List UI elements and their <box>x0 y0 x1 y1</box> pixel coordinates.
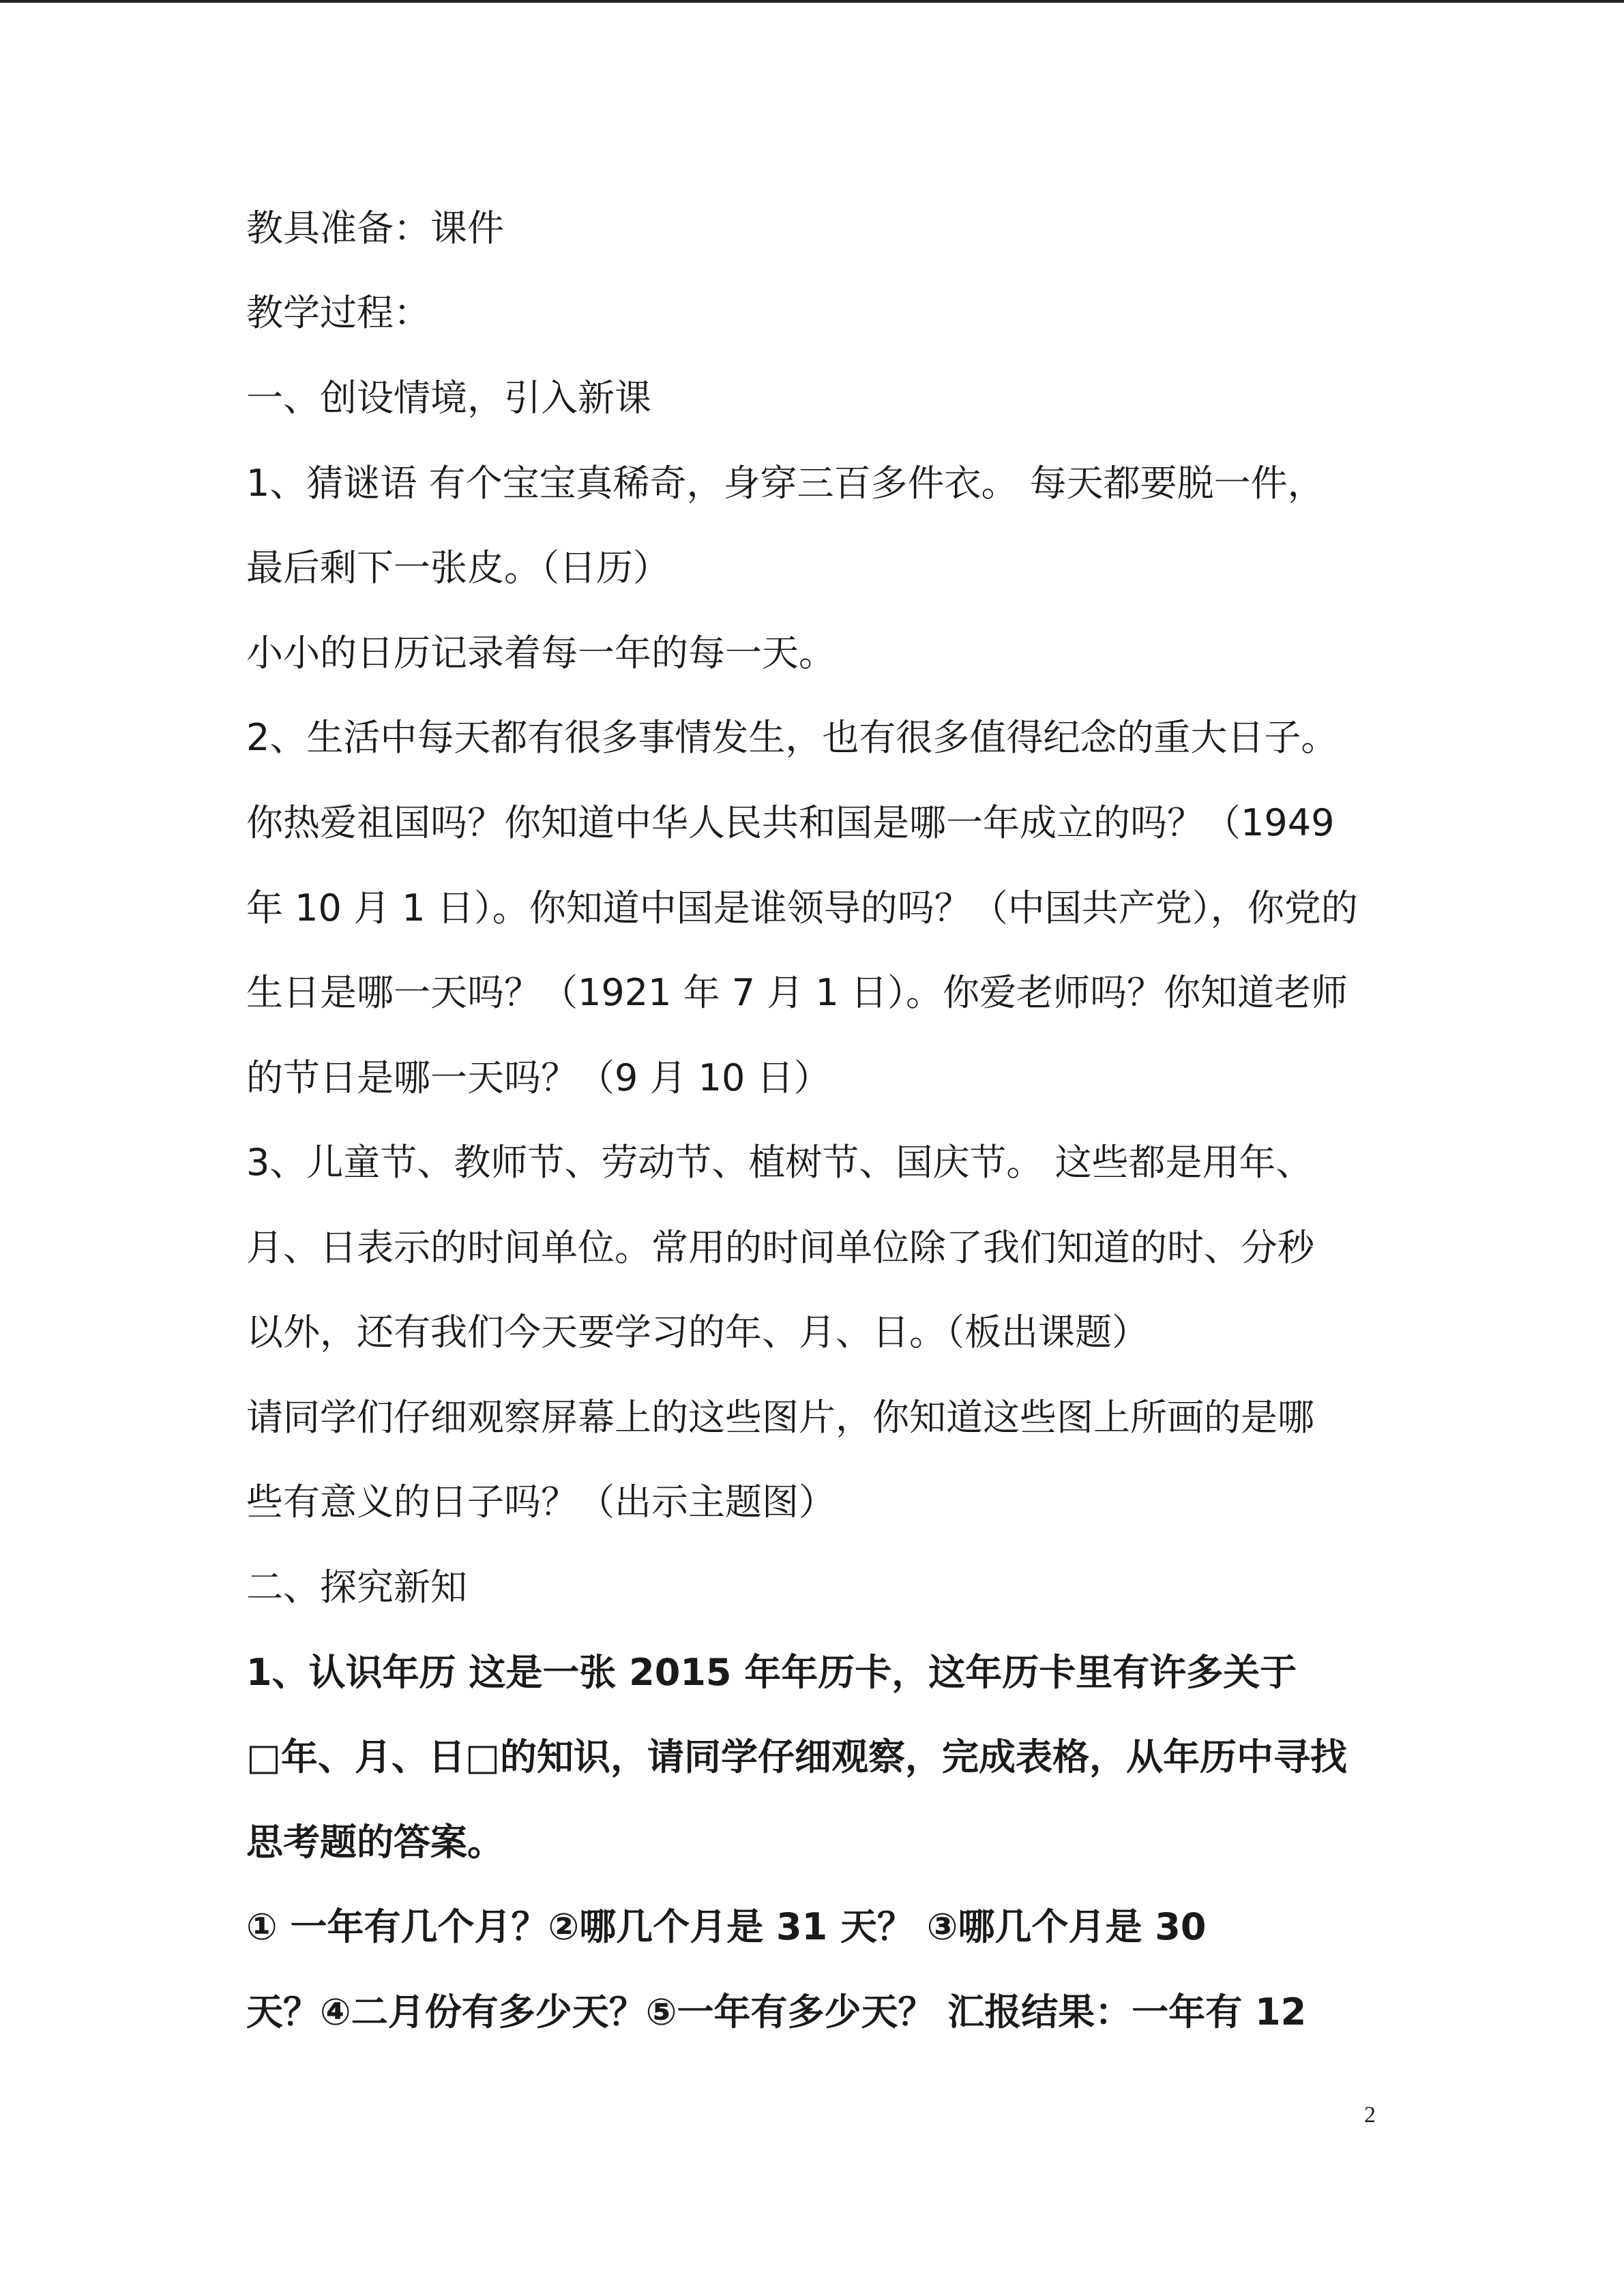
section-heading: 一、创设情境，引入新课 <box>246 376 651 419</box>
text-line: 的节日是哪一天吗？（9 月 10 日） <box>246 1056 831 1099</box>
text-line: 教具准备：课件 <box>246 207 504 250</box>
text-line: 你热爱祖国吗？你知道中华人民共和国是哪一年成立的吗？（1949 <box>246 801 1335 844</box>
text-line: 小小的日历记录着每一年的每一天。 <box>246 631 836 674</box>
text-line: 教学过程： <box>246 291 430 334</box>
text-line: 最后剩下一张皮。（日历） <box>246 546 670 589</box>
text-line: 以外，还有我们今天要学习的年、月、日。（板出课题） <box>246 1311 1149 1354</box>
bold-text-line: ① 一年有几个月？②哪几个月是 31 天？ ③哪几个月是 30 <box>246 1905 1207 1948</box>
bold-text-line: □年、月、日□的知识，请同学仔细观察，完成表格，从年历中寻找 <box>246 1735 1348 1778</box>
text-line: 些有意义的日子吗？（出示主题图） <box>246 1480 836 1523</box>
page-number: 2 <box>1364 2102 1376 2128</box>
bold-text-line: 思考题的答案。 <box>246 1821 504 1864</box>
text-line: 3、儿童节、教师节、劳动节、植树节、国庆节。 这些都是用年、 <box>246 1141 1313 1184</box>
section-heading: 二、探究新知 <box>246 1566 467 1609</box>
text-line: 2、生活中每天都有很多事情发生，也有很多值得纪念的重大日子。 <box>246 716 1338 759</box>
text-line: 请同学们仔细观察屏幕上的这些图片，你知道这些图上所画的是哪 <box>246 1396 1314 1439</box>
text-line: 1、猜谜语 有个宝宝真稀奇，身穿三百多件衣。 每天都要脱一件， <box>246 462 1325 505</box>
text-line: 年 10 月 1 日）。你知道中国是谁领导的吗？（中国共产党），你党的 <box>246 886 1358 929</box>
bold-text-line: 天？④二月份有多少天？⑤一年有多少天？ 汇报结果：一年有 12 <box>246 1991 1307 2033</box>
text-line: 月、日表示的时间单位。常用的时间单位除了我们知道的时、分秒 <box>246 1226 1314 1269</box>
text-line: 生日是哪一天吗？（1921 年 7 月 1 日）。你爱老师吗？你知道老师 <box>246 971 1348 1014</box>
bold-text-line: 1、认识年历 这是一张 2015 年年历卡，这年历卡里有许多关于 <box>246 1651 1297 1694</box>
page-top-border <box>0 0 1624 3</box>
